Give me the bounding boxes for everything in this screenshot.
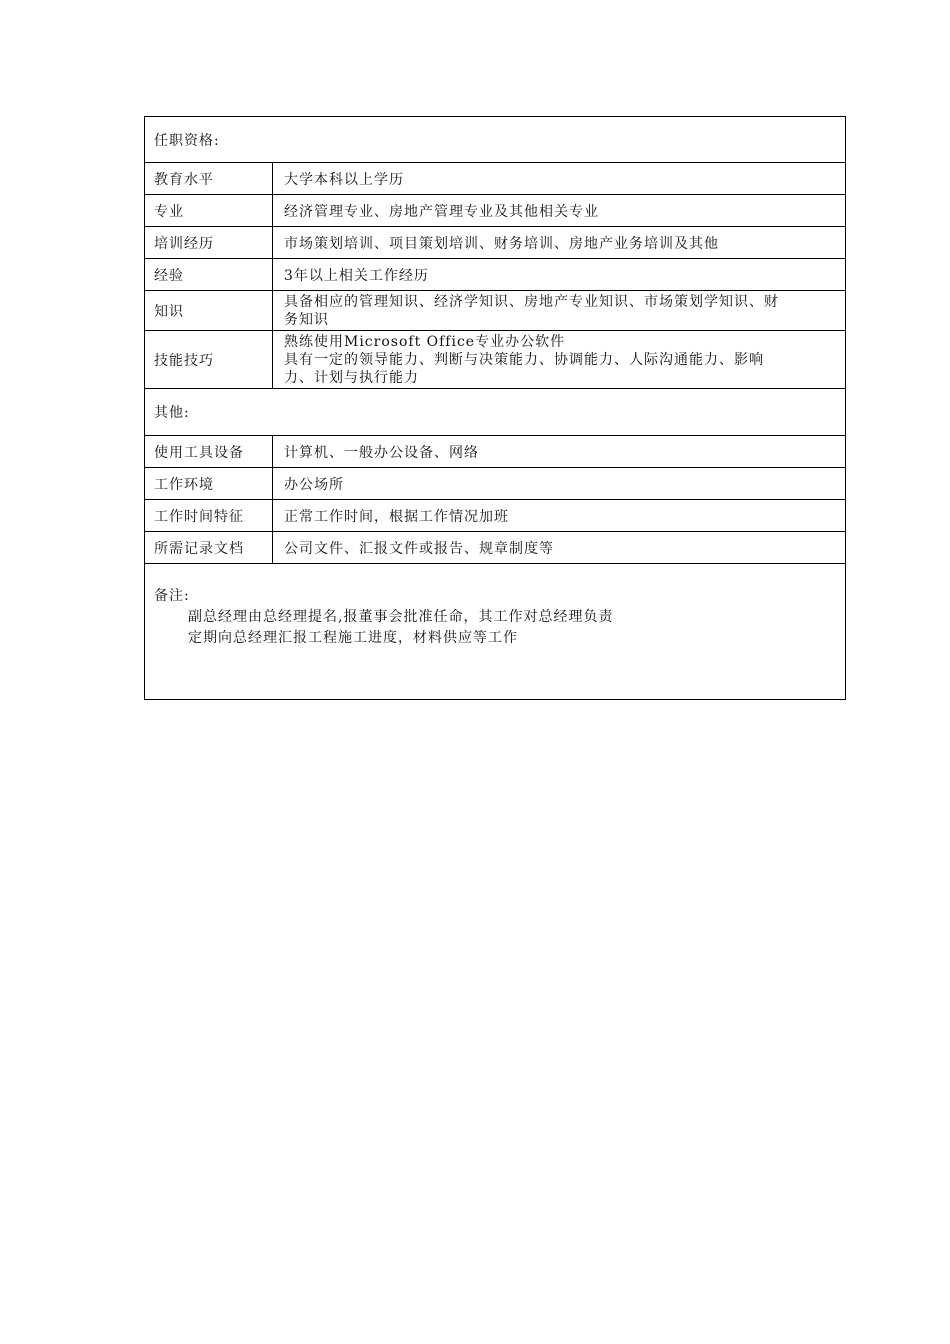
notes-line: 副总经理由总经理提名,报董事会批准任命，其工作对总经理负责 — [188, 609, 614, 625]
row-label-major: 专业 — [145, 195, 273, 226]
table-row — [145, 435, 845, 467]
knowledge-line: 具备相应的管理知识、经济学知识、房地产专业知识、市场策划学知识、财 — [284, 293, 779, 310]
row-value-education: 大学本科以上学历 — [284, 171, 404, 188]
notes-body — [145, 564, 613, 699]
job-qualification-table — [144, 116, 846, 700]
row-value-tools: 计算机、一般办公设备、网络 — [284, 444, 479, 461]
row-value-work-time: 正常工作时间，根据工作情况加班 — [284, 508, 509, 525]
table-row — [145, 194, 845, 226]
qualifications-header — [145, 117, 845, 162]
row-label-skills: 技能技巧 — [145, 331, 273, 388]
table-row — [145, 531, 845, 563]
row-label-knowledge: 知识 — [145, 291, 273, 330]
others-title: 其他: — [154, 405, 190, 421]
row-label-documents: 所需记录文档 — [145, 532, 273, 563]
row-label-environment: 工作环境 — [145, 468, 273, 499]
row-label-work-time: 工作时间特征 — [145, 500, 273, 531]
notes-section — [145, 563, 845, 699]
table-row — [145, 162, 845, 194]
row-value-training: 市场策划培训、项目策划培训、财务培训、房地产业务培训及其他 — [284, 235, 719, 252]
table-row — [145, 226, 845, 258]
skills-line: 力、计划与执行能力 — [284, 369, 419, 386]
row-label-tools: 使用工具设备 — [145, 436, 273, 467]
notes-title: 备注: — [154, 588, 190, 604]
row-label-education: 教育水平 — [145, 163, 273, 194]
others-header — [145, 388, 845, 435]
row-value-environment: 办公场所 — [284, 476, 344, 493]
qualifications-title: 任职资格: — [154, 132, 220, 149]
table-row — [145, 258, 845, 290]
row-value-major: 经济管理专业、房地产管理专业及其他相关专业 — [284, 203, 599, 220]
skills-line: 熟练使用Microsoft Office专业办公软件 — [284, 333, 566, 350]
skills-line: 具有一定的领导能力、判断与决策能力、协调能力、人际沟通能力、影响 — [284, 351, 764, 368]
table-row — [145, 499, 845, 531]
row-value-experience: 3年以上相关工作经历 — [284, 267, 429, 284]
row-value-knowledge — [273, 291, 845, 330]
table-row — [145, 330, 845, 388]
notes-line: 定期向总经理汇报工程施工进度，材料供应等工作 — [188, 630, 518, 646]
row-label-experience: 经验 — [145, 259, 273, 290]
table-row — [145, 290, 845, 330]
row-label-training: 培训经历 — [145, 227, 273, 258]
knowledge-line: 务知识 — [284, 311, 329, 328]
table-row — [145, 467, 845, 499]
row-value-documents: 公司文件、汇报文件或报告、规章制度等 — [284, 540, 554, 557]
row-value-skills — [273, 331, 845, 388]
